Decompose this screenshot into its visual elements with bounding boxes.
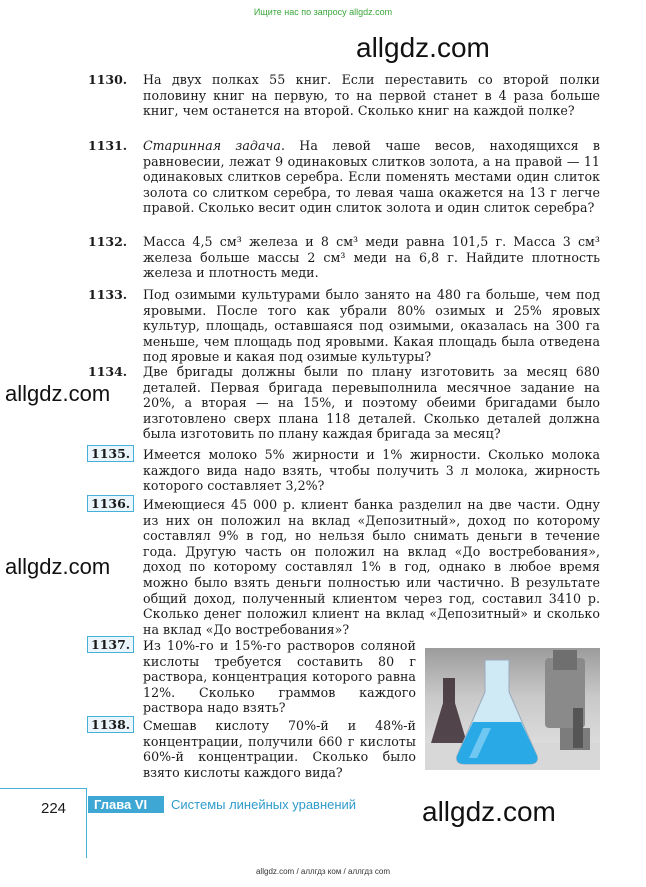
problem-text: Под озимыми культурами было занято на 480 га больше, чем под яровыми. После того как убрали 80% озимых и 25% яровых культур, площадь, оставшаяся под озимыми, оказалась на 300 га меньше, чем площадь под яровыми. Какая площадь была отведена под яровые и какая под озимые культуры? xyxy=(143,287,600,365)
bottom-note: allgdz.com / аллгдз ком / аллгдз com xyxy=(255,867,391,876)
problem-1130 xyxy=(88,72,600,119)
problem-1137 xyxy=(88,638,416,716)
problem-1132 xyxy=(88,234,600,281)
problem-1135 xyxy=(88,447,600,494)
problem-number-badge: 1136. xyxy=(87,495,134,512)
problem-number: 1133. xyxy=(88,287,128,302)
problem-number-badge: 1138. xyxy=(87,716,134,733)
problem-number: 1134. xyxy=(88,364,128,379)
problem-text: Масса 4,5 см³ железа и 8 см³ меди равна 101,5 г. Масса 3 см³ железа больше массы 2 см³ меди на 6,8 г. Найдите плотность железа и плотность меди. xyxy=(143,234,600,281)
watermark-left-lower: allgdz.com xyxy=(5,554,111,579)
problem-text: Имеется молоко 5% жирности и 1% жирности. Сколько молока каждого вида надо взять, чтобы получить 3 л молока, жирность которого составляет 3,2%? xyxy=(143,447,600,494)
page-number: 224 xyxy=(41,800,67,817)
watermark-bottom: allgdz.com xyxy=(422,796,556,827)
problem-text: Смешав кислоту 70%-й и 48%-й концентрации, получили 660 г кислоты 60%-й концентрации. Сколько было взято кислоты каждого вида? xyxy=(143,718,416,780)
problem-1134 xyxy=(88,364,600,442)
flask-illustration xyxy=(425,648,600,770)
problem-number-badge: 1137. xyxy=(87,636,134,653)
problem-number: 1131. xyxy=(88,138,128,153)
problem-text: Две бригады должны были по плану изготовить за месяц 680 деталей. Первая бригада перевыполнила месячное задание на 20%, а вторая — на 15%, и поэтому обеими бригадами было изготовлено сверх плана 118 деталей. Сколько деталей должна была изготовить по плану каждая бригада за месяц? xyxy=(143,364,600,442)
top-search-note: Ищите нас по запросу allgdz.com xyxy=(253,7,393,17)
lab-flask-photo xyxy=(425,648,600,770)
problem-text: Имеющиеся 45 000 р. клиент банка разделил на две части. Одну из них он положил на вклад «Депозитный», доход по которому составлял 9% в год, но нельзя было снимать деньги в течение года. Другую часть он положил на вклад «До востребования», доход по которому составлял 1% в год, однако в любое время можно было взять деньги полностью или частично. В результате общий доход, полученный клиентом через год, составил 3410 р. Сколько денег положил клиент на вклад «Депозитный» и сколько на вклад «До востребования»? xyxy=(143,497,600,637)
problem-text: Старинная задача. На левой чаше весов, находящихся в равновесии, лежат 9 одинаковых слитков золота, а на правой — 11 одинаковых слитков серебра. Если поменять местами один слиток золота со слитком серебра, то левая чаша окажется на 13 г легче правой. Сколько весит один слиток золота и один слиток серебра? xyxy=(143,138,601,216)
problem-1133 xyxy=(88,287,600,365)
watermark-left-upper: allgdz.com xyxy=(5,381,111,406)
problem-text: На двух полках 55 книг. Если переставить со второй полки половину книг на первую, то на первой станет в 4 раза больше книг, чем останется на второй. Сколько книг на каждой полке? xyxy=(143,72,600,119)
problem-number-badge: 1135. xyxy=(87,445,134,462)
footer-divider xyxy=(86,788,87,858)
watermark-top: allgdz.com xyxy=(356,32,490,63)
problem-number: 1130. xyxy=(88,72,128,87)
chapter-title: Системы линейных уравнений xyxy=(171,797,357,812)
problem-1131 xyxy=(88,138,600,216)
problem-intro: Старинная задача. xyxy=(143,138,285,153)
problem-1136 xyxy=(88,497,600,637)
chapter-label: Глава VI xyxy=(88,796,164,813)
problem-1138 xyxy=(88,718,416,780)
problem-number: 1132. xyxy=(88,234,128,249)
problem-text: Из 10%-го и 15%-го растворов соляной кислоты требуется составить 80 г раствора, концентрация которого равна 12%. Сколько граммов каждого раствора надо взять? xyxy=(143,638,416,716)
footer-rule xyxy=(0,788,86,789)
